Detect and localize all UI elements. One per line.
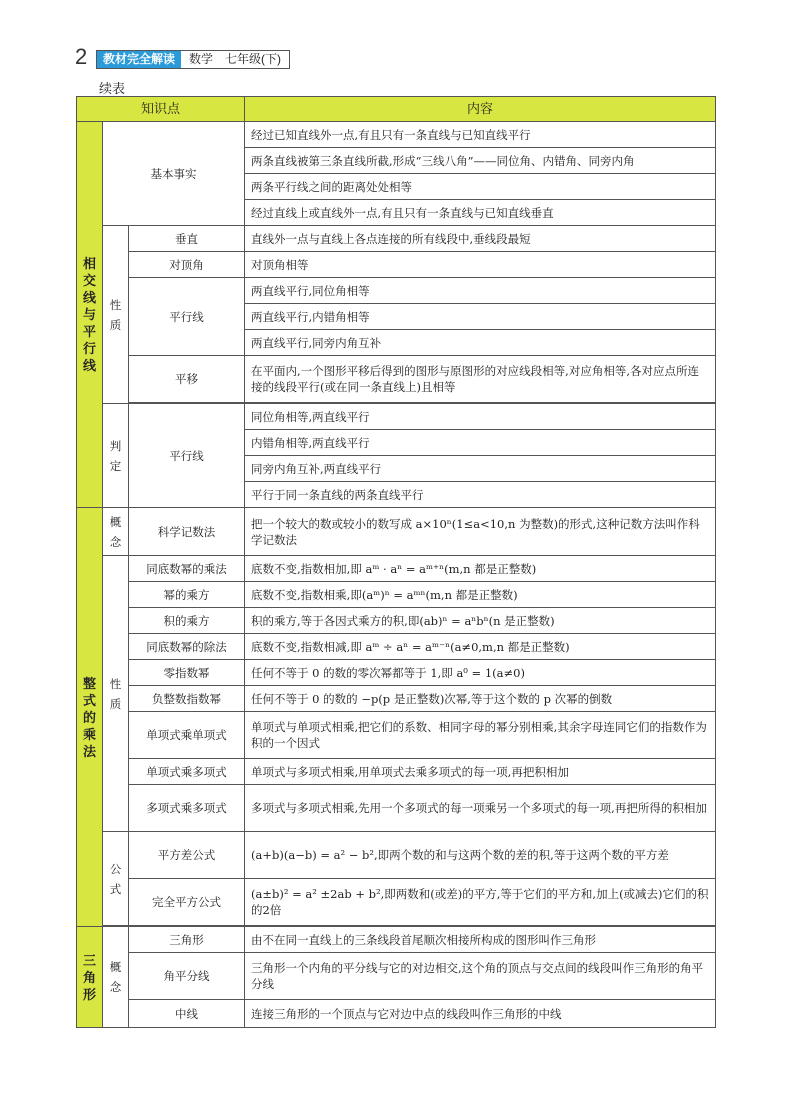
table-cell: 连接三角形的一个顶点与它对边中点的线段叫作三角形的中线 [245,1000,716,1028]
topic-name: 积的乘方 [129,608,245,634]
table-cell: 同位角相等,两直线平行 [245,404,716,430]
topic-name: 中线 [129,1000,245,1028]
table-header-row [77,97,716,122]
topic-name: 平方差公式 [129,832,245,879]
table-cell: (a+b)(a−b) = a² − b²,即两个数的和与这两个数的差的积,等于这两个数的平方差 [245,832,716,879]
topic-name: 负整数指数幂 [129,686,245,712]
topic-name: 三角形 [129,927,245,953]
concept-label: 概念 [103,508,129,556]
category-lines: 相交线与平行线 [77,122,103,508]
header-content: 内容 [245,97,716,122]
topic-name: 完全平方公式 [129,879,245,926]
table-cell: 积的乘方,等于各因式乘方的积,即(ab)ⁿ = aⁿbⁿ(n 是正整数) [245,608,716,634]
book-tag [96,50,290,69]
table-cell: 把一个较大的数或较小的数写成 a×10ⁿ(1≤a<10,n 为整数)的形式,这种记数方法叫作科学记数法 [245,508,716,556]
table-cell: 底数不变,指数相乘,即(aᵐ)ⁿ = aᵐⁿ(m,n 都是正整数) [245,582,716,608]
topic-name: 垂直 [129,226,245,252]
category-triangle: 三角形 [77,927,103,1028]
table-cell: 三角形一个内角的平分线与它的对边相交,这个角的顶点与交点间的线段叫作三角形的角平分线 [245,953,716,1000]
table-cell: 内错角相等,两直线平行 [245,430,716,456]
topic-name: 平行线 [129,278,245,356]
table-cell: 单项式与单项式相乘,把它们的系数、相同字母的幂分别相乘,其余字母连同它们的指数作为积的一个因式 [245,712,716,759]
formula-label: 公式 [103,832,129,926]
topic-name: 平移 [129,356,245,403]
table-cell: 两条直线被第三条直线所截,形成“三线八角”——同位角、内错角、同旁内角 [245,148,716,174]
continued-label: 续表 [99,81,126,96]
header-knowledge: 知识点 [77,97,245,122]
table-cell: 在平面内,一个图形平移后得到的图形与原图形的对应线段相等,对应角相等,各对应点所连接的线段平行(或在同一条直线上)且相等 [245,356,716,403]
table-cell: 直线外一点与直线上各点连接的所有线段中,垂线段最短 [245,226,716,252]
topic-name: 单项式乘单项式 [129,712,245,759]
table-cell: 任何不等于 0 的数的 −p(p 是正整数)次幂,等于这个数的 p 次幂的倒数 [245,686,716,712]
table-cell: 多项式与多项式相乘,先用一个多项式的每一项乘另一个多项式的每一项,再把所得的积相加 [245,785,716,832]
table-cell: 底数不变,指数相加,即 aᵐ · aⁿ = aᵐ⁺ⁿ(m,n 都是正整数) [245,556,716,582]
table-cell: 经过已知直线外一点,有且只有一条直线与已知直线平行 [245,122,716,148]
table-cell: 平行于同一条直线的两条直线平行 [245,482,716,508]
topic-name: 对顶角 [129,252,245,278]
table-cell: (a±b)² = a² ±2ab + b²,即两数和(或差)的平方,等于它们的平方和,加上(或减去)它们的积的2倍 [245,879,716,926]
knowledge-table [76,96,716,1028]
property-label: 性质 [103,556,129,832]
book-badge: 教材完全解读 [97,51,181,68]
table-cell: 两直线平行,内错角相等 [245,304,716,330]
table-cell: 对顶角相等 [245,252,716,278]
table-cell: 两直线平行,同旁内角互补 [245,330,716,356]
property-label: 性质 [103,226,129,404]
topic-name: 科学记数法 [129,508,245,556]
judgment-label: 判定 [103,404,129,508]
topic-name: 多项式乘多项式 [129,785,245,832]
table-cell: 单项式与多项式相乘,用单项式去乘多项式的每一项,再把积相加 [245,759,716,785]
table-cell: 任何不等于 0 的数的零次幂都等于 1,即 a⁰ = 1(a≠0) [245,660,716,686]
page-number: 2 [75,44,88,69]
subject-label: 数学 七年级(下) [189,52,282,66]
concept-label: 概念 [103,927,129,1028]
topic-name: 同底数幂的除法 [129,634,245,660]
table-cell: 两直线平行,同位角相等 [245,278,716,304]
topic-name: 平行线 [129,404,245,508]
category-polynomial: 整式的乘法 [77,508,103,927]
table-cell: 底数不变,指数相减,即 aᵐ ÷ aⁿ = aᵐ⁻ⁿ(a≠0,m,n 都是正整数) [245,634,716,660]
basic-facts-label: 基本事实 [103,122,245,226]
table-cell: 两条平行线之间的距离处处相等 [245,174,716,200]
table-cell: 同旁内角互补,两直线平行 [245,456,716,482]
topic-name: 零指数幂 [129,660,245,686]
topic-name: 单项式乘多项式 [129,759,245,785]
topic-name: 同底数幂的乘法 [129,556,245,582]
topic-name: 角平分线 [129,953,245,1000]
table-cell: 由不在同一直线上的三条线段首尾顺次相接所构成的图形叫作三角形 [245,927,716,953]
table-cell: 经过直线上或直线外一点,有且只有一条直线与已知直线垂直 [245,200,716,226]
topic-name: 幂的乘方 [129,582,245,608]
